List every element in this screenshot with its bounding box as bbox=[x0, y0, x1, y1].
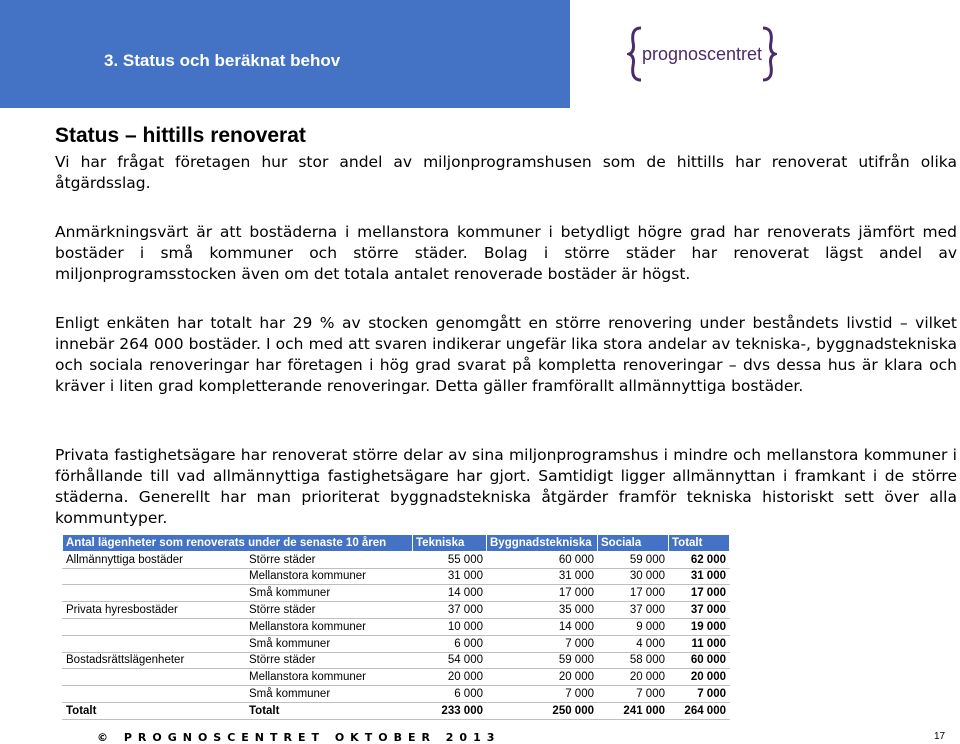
table-cell: 20 000 bbox=[669, 669, 730, 686]
table-cell: Större städer bbox=[246, 551, 413, 568]
table-cell: Mellanstora kommuner bbox=[246, 618, 413, 635]
table-cell: 59 000 bbox=[487, 652, 598, 669]
table-header-cell: Totalt bbox=[669, 535, 730, 552]
table-cell: 60 000 bbox=[669, 652, 730, 669]
table-cell: 60 000 bbox=[487, 551, 598, 568]
table-cell: 31 000 bbox=[669, 568, 730, 585]
table-row bbox=[63, 635, 730, 652]
table-cell: 241 000 bbox=[598, 702, 669, 719]
table-cell bbox=[63, 686, 246, 703]
table-cell: 31 000 bbox=[487, 568, 598, 585]
table-cell: 10 000 bbox=[413, 618, 487, 635]
table-cell bbox=[63, 568, 246, 585]
table-cell: 7 000 bbox=[487, 686, 598, 703]
table-cell: Större städer bbox=[246, 602, 413, 619]
table-cell bbox=[63, 669, 246, 686]
table-cell: Större städer bbox=[246, 652, 413, 669]
table-cell: Mellanstora kommuner bbox=[246, 669, 413, 686]
table-cell: 62 000 bbox=[669, 551, 730, 568]
table-cell: 7 000 bbox=[487, 635, 598, 652]
table-cell bbox=[63, 635, 246, 652]
table-cell: 20 000 bbox=[487, 669, 598, 686]
table-cell: 6 000 bbox=[413, 686, 487, 703]
table-cell: 9 000 bbox=[598, 618, 669, 635]
footer-text: © PROGNOSCENTRET OKTOBER 2013 bbox=[97, 731, 501, 744]
table-cell: Mellanstora kommuner bbox=[246, 568, 413, 585]
table-cell: 17 000 bbox=[487, 585, 598, 602]
table-cell: 20 000 bbox=[598, 669, 669, 686]
prognoscentret-logo bbox=[627, 24, 777, 84]
table-cell: 37 000 bbox=[669, 602, 730, 619]
table-cell: 17 000 bbox=[598, 585, 669, 602]
table-cell: 4 000 bbox=[598, 635, 669, 652]
table-row bbox=[63, 551, 730, 568]
table-cell: 37 000 bbox=[413, 602, 487, 619]
table-cell: 58 000 bbox=[598, 652, 669, 669]
table-cell: 37 000 bbox=[598, 602, 669, 619]
table-cell: 233 000 bbox=[413, 702, 487, 719]
table-cell: Allmännyttiga bostäder bbox=[63, 551, 246, 568]
table-header-cell: Sociala bbox=[598, 535, 669, 552]
table-cell: 35 000 bbox=[487, 602, 598, 619]
table-cell: 31 000 bbox=[413, 568, 487, 585]
paragraph-2: Anmärkningsvärt är att bostäderna i mellanstora kommuner i betydligt högre grad har renoverats jämfört med bostäder i små kommuner och större städer. Bolag i större städer har renoverat lägst andel av miljonprogramsstocken även om det totala antalet renoverade bostäder är högst. bbox=[55, 223, 957, 283]
table-row bbox=[63, 585, 730, 602]
table-cell: 30 000 bbox=[598, 568, 669, 585]
table-cell: 250 000 bbox=[487, 702, 598, 719]
table-cell: 19 000 bbox=[669, 618, 730, 635]
renovation-table bbox=[62, 534, 730, 720]
table-row bbox=[63, 686, 730, 703]
table-cell: Privata hyresbostäder bbox=[63, 602, 246, 619]
table-cell: 11 000 bbox=[669, 635, 730, 652]
table-cell: 7 000 bbox=[669, 686, 730, 703]
table-header-cell: Antal lägenheter som renoverats under de senaste 10 åren bbox=[63, 535, 413, 552]
table-row bbox=[63, 618, 730, 635]
table-cell: 264 000 bbox=[669, 702, 730, 719]
logo-text: prognoscentret bbox=[641, 44, 763, 64]
table-row bbox=[63, 652, 730, 669]
table-header-cell: Tekniska bbox=[413, 535, 487, 552]
section-title: 3. Status och beräknat behov bbox=[104, 51, 341, 70]
table-cell: 54 000 bbox=[413, 652, 487, 669]
paragraph-3: Enligt enkäten har totalt har 29 % av stocken genomgått en större renovering under beståndets livstid – vilket innebär 264 000 bostäder. I och med att svaren indikerar ungefär lika stora andelar av tekniska-, byggnadstekniska och sociala renoveringar har företagen i hög grad svarat på kompletta renoveringar – dvs dessa hus är klara och kräver i liten grad kompletterande renoveringar. Detta gäller framförallt allmännyttiga bostäder. bbox=[55, 314, 957, 395]
table-cell bbox=[63, 585, 246, 602]
table-header-cell: Byggnadstekniska bbox=[487, 535, 598, 552]
table-cell bbox=[63, 618, 246, 635]
table-cell: Totalt bbox=[63, 702, 246, 719]
table-cell: 14 000 bbox=[487, 618, 598, 635]
table-cell: 17 000 bbox=[669, 585, 730, 602]
table-cell: Små kommuner bbox=[246, 686, 413, 703]
table-header-row bbox=[63, 535, 730, 552]
table-cell: 7 000 bbox=[598, 686, 669, 703]
table-cell: Små kommuner bbox=[246, 585, 413, 602]
table-row bbox=[63, 568, 730, 585]
paragraph-1: Vi har frågat företagen hur stor andel av miljonprogramshusen som de hittills har renoverat utifrån olika åtgärdsslag. bbox=[55, 153, 957, 192]
table-total-row bbox=[63, 702, 730, 719]
paragraph-4: Privata fastighetsägare har renoverat större delar av sina miljonprogramshus i mindre och mellanstora kommuner i förhållande till vad allmännyttiga fastighetsägare har gjort. Samtidigt ligger allmännyttan i framkant i de större städerna. Generellt har man prioriterat byggnadstekniska åtgärder framför tekniska historiskt sett över alla kommuntyper. bbox=[55, 446, 957, 527]
table-cell: 6 000 bbox=[413, 635, 487, 652]
table-cell: Små kommuner bbox=[246, 635, 413, 652]
table-cell: 55 000 bbox=[413, 551, 487, 568]
table-cell: 59 000 bbox=[598, 551, 669, 568]
table-row bbox=[63, 669, 730, 686]
table-cell: Bostadsrättslägenheter bbox=[63, 652, 246, 669]
table-row bbox=[63, 602, 730, 619]
table-cell: 20 000 bbox=[413, 669, 487, 686]
slide-title: Status – hittills renoverat bbox=[55, 124, 306, 147]
page-number: 17 bbox=[934, 731, 946, 742]
table-cell: 14 000 bbox=[413, 585, 487, 602]
table-cell: Totalt bbox=[246, 702, 413, 719]
